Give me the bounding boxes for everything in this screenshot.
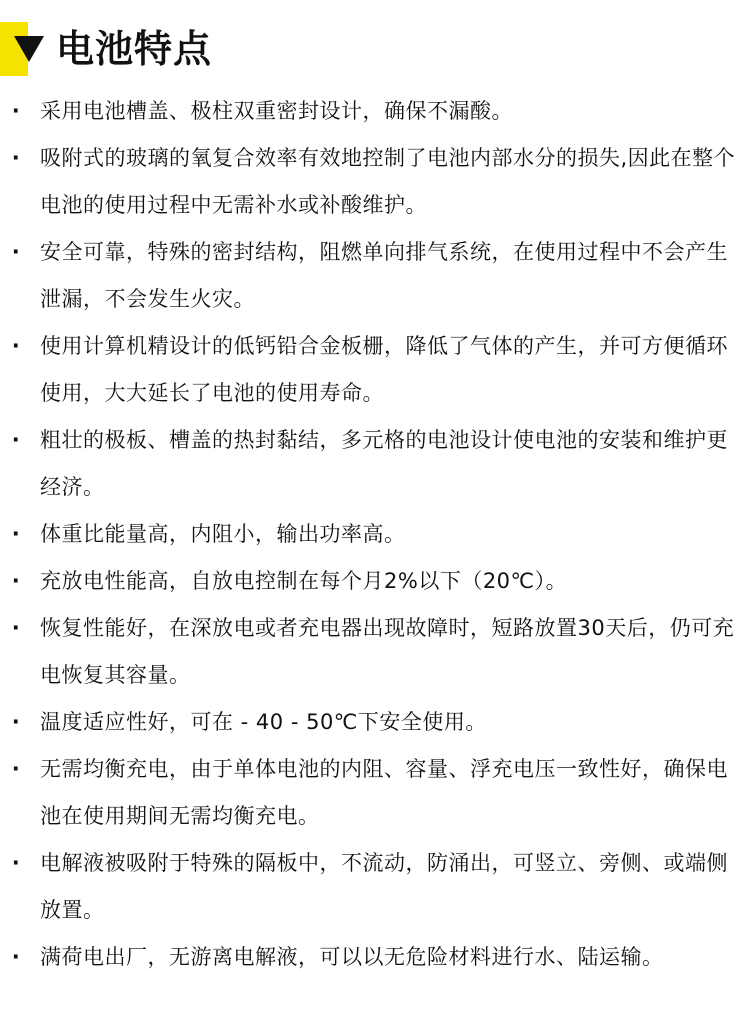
list-item-text: 温度适应性好，可在 - 40 - 50℃下安全使用。 bbox=[40, 710, 487, 734]
list-item bbox=[0, 605, 750, 699]
bullet-icon: · bbox=[11, 146, 21, 170]
list-item-text: 使用计算机精设计的低钙铅合金板栅，降低了气体的产生，并可方便循环使用，大大延长了电池的使用寿命。 bbox=[40, 334, 728, 405]
list-item-text: 满荷电出厂，无游离电解液，可以以无危险材料进行水、陆运输。 bbox=[40, 945, 664, 969]
bullet-icon: · bbox=[11, 616, 21, 640]
list-item bbox=[0, 88, 750, 135]
bullet-icon: · bbox=[11, 99, 21, 123]
bullet-icon: · bbox=[11, 710, 21, 734]
page-title: 电池特点 bbox=[56, 27, 213, 71]
bullet-icon: · bbox=[11, 522, 21, 546]
bullet-icon: · bbox=[11, 334, 21, 358]
list-item-text: 体重比能量高，内阻小，输出功率高。 bbox=[40, 522, 406, 546]
triangle-down-icon bbox=[14, 36, 44, 62]
bullet-icon: · bbox=[11, 851, 21, 875]
list-item bbox=[0, 934, 750, 981]
feature-list bbox=[0, 88, 750, 981]
list-item-text: 恢复性能好，在深放电或者充电器出现故障时，短路放置30天后，仍可充电恢复其容量。 bbox=[40, 616, 735, 687]
bullet-icon: · bbox=[11, 569, 21, 593]
list-item bbox=[0, 323, 750, 417]
list-item-text: 采用电池槽盖、极柱双重密封设计，确保不漏酸。 bbox=[40, 99, 513, 123]
list-item bbox=[0, 135, 750, 229]
list-item bbox=[0, 746, 750, 840]
list-item bbox=[0, 511, 750, 558]
bullet-icon: · bbox=[11, 428, 21, 452]
list-item-text: 安全可靠，特殊的密封结构，阻燃单向排气系统，在使用过程中不会产生泄漏，不会发生火灾。 bbox=[40, 240, 728, 311]
list-item-text: 吸附式的玻璃的氧复合效率有效地控制了电池内部水分的损失,因此在整个电池的使用过程中无需补水或补酸维护。 bbox=[40, 146, 736, 217]
bullet-icon: · bbox=[11, 240, 21, 264]
list-item bbox=[0, 558, 750, 605]
list-item bbox=[0, 417, 750, 511]
list-item bbox=[0, 699, 750, 746]
list-item-text: 无需均衡充电，由于单体电池的内阻、容量、浮充电压一致性好，确保电池在使用期间无需均衡充电。 bbox=[40, 757, 728, 828]
list-item-text: 粗壮的极板、槽盖的热封黏结，多元格的电池设计使电池的安装和维护更经济。 bbox=[40, 428, 728, 499]
list-item-text: 充放电性能高，自放电控制在每个月2%以下（20℃）。 bbox=[40, 569, 568, 593]
section-header bbox=[0, 22, 750, 76]
bullet-icon: · bbox=[11, 757, 21, 781]
bullet-icon: · bbox=[11, 945, 21, 969]
list-item bbox=[0, 840, 750, 934]
list-item-text: 电解液被吸附于特殊的隔板中，不流动，防涌出，可竖立、旁侧、或端侧放置。 bbox=[40, 851, 728, 922]
list-item bbox=[0, 229, 750, 323]
